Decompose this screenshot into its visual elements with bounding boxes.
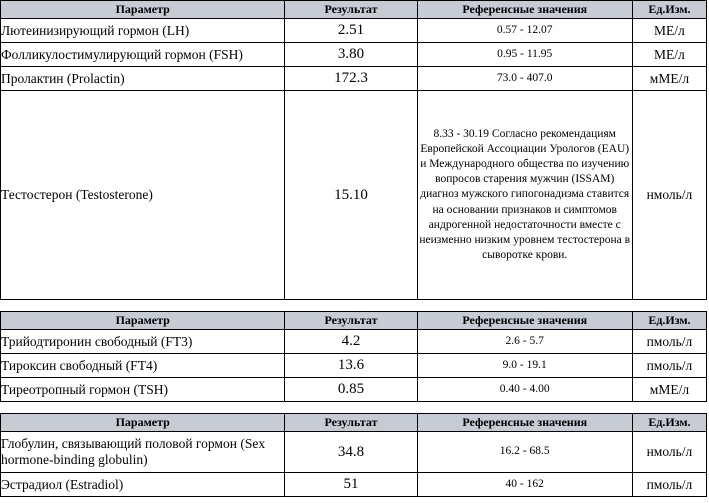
cell-result: 3.80 bbox=[285, 43, 417, 67]
cell-result: 2.51 bbox=[285, 19, 417, 43]
column-header-reference: Референсные значения bbox=[417, 312, 632, 330]
cell-unit: пмоль/л bbox=[632, 330, 706, 354]
cell-unit: пмоль/л bbox=[632, 473, 706, 497]
cell-reference: 16.2 - 68.5 bbox=[417, 432, 632, 473]
table-row bbox=[1, 43, 707, 67]
cell-unit: МЕ/л bbox=[632, 19, 706, 43]
cell-result: 34.8 bbox=[285, 432, 417, 473]
cell-parameter: Тиреотропный гормон (TSH) bbox=[1, 378, 285, 402]
table-row bbox=[1, 19, 707, 43]
table-header-row bbox=[1, 1, 707, 19]
cell-unit: мМЕ/л bbox=[632, 67, 706, 91]
cell-reference: 0.57 - 12.07 bbox=[417, 19, 632, 43]
cell-result: 4.2 bbox=[285, 330, 417, 354]
column-header-parameter: Параметр bbox=[1, 414, 285, 432]
cell-reference: 0.40 - 4.00 bbox=[417, 378, 632, 402]
results-table-binding-globulin bbox=[0, 413, 707, 497]
cell-parameter: Пролактин (Prolactin) bbox=[1, 67, 285, 91]
table-separator bbox=[0, 402, 709, 413]
cell-parameter: Тироксин свободный (FT4) bbox=[1, 354, 285, 378]
cell-reference: 73.0 - 407.0 bbox=[417, 67, 632, 91]
cell-parameter: Глобулин, связывающий половой гормон (Sex hormone-binding globulin) bbox=[1, 432, 285, 473]
cell-parameter: Тестостерон (Testosterone) bbox=[1, 91, 285, 300]
cell-unit: нмоль/л bbox=[632, 432, 706, 473]
table-row bbox=[1, 354, 707, 378]
cell-result: 172.3 bbox=[285, 67, 417, 91]
cell-unit: мМЕ/л bbox=[632, 378, 706, 402]
column-header-unit: Ед.Изм. bbox=[632, 414, 706, 432]
table-header-row bbox=[1, 414, 707, 432]
cell-reference: 9.0 - 19.1 bbox=[417, 354, 632, 378]
cell-parameter: Трийодтиронин свободный (FT3) bbox=[1, 330, 285, 354]
results-table-thyroid bbox=[0, 311, 707, 402]
cell-result: 0.85 bbox=[285, 378, 417, 402]
table-row bbox=[1, 67, 707, 91]
cell-parameter: Фолликулостимулирующий гормон (FSH) bbox=[1, 43, 285, 67]
cell-result: 15.10 bbox=[285, 91, 417, 300]
column-header-parameter: Параметр bbox=[1, 1, 285, 19]
cell-unit: МЕ/л bbox=[632, 43, 706, 67]
table-row bbox=[1, 432, 707, 473]
cell-unit: нмоль/л bbox=[632, 91, 706, 300]
cell-unit: пмоль/л bbox=[632, 354, 706, 378]
table-separator bbox=[0, 300, 709, 311]
table-row bbox=[1, 91, 707, 300]
column-header-unit: Ед.Изм. bbox=[632, 312, 706, 330]
column-header-parameter: Параметр bbox=[1, 312, 285, 330]
cell-reference: 2.6 - 5.7 bbox=[417, 330, 632, 354]
table-header-row bbox=[1, 312, 707, 330]
cell-result: 51 bbox=[285, 473, 417, 497]
cell-reference: 0.95 - 11.95 bbox=[417, 43, 632, 67]
column-header-result: Результат bbox=[285, 414, 417, 432]
column-header-result: Результат bbox=[285, 1, 417, 19]
column-header-reference: Референсные значения bbox=[417, 414, 632, 432]
column-header-reference: Референсные значения bbox=[417, 1, 632, 19]
table-row bbox=[1, 378, 707, 402]
cell-reference: 40 - 162 bbox=[417, 473, 632, 497]
cell-reference: 8.33 - 30.19 Согласно рекомендациям Европейской Ассоциации Урологов (EAU) и Международного общества по изучению вопросов старения мужчин (ISSAM) диагноз мужского гипогонадизма ставится на основании признаков и симптомов андрогенной недостаточности вместе с неизменно низким уровнем тестостерона в сыворотке крови. bbox=[417, 91, 632, 300]
table-row bbox=[1, 473, 707, 497]
cell-parameter: Эстрадиол (Estradiol) bbox=[1, 473, 285, 497]
cell-parameter: Лютеинизирующий гормон (LH) bbox=[1, 19, 285, 43]
column-header-unit: Ед.Изм. bbox=[632, 1, 706, 19]
cell-result: 13.6 bbox=[285, 354, 417, 378]
table-row bbox=[1, 330, 707, 354]
column-header-result: Результат bbox=[285, 312, 417, 330]
